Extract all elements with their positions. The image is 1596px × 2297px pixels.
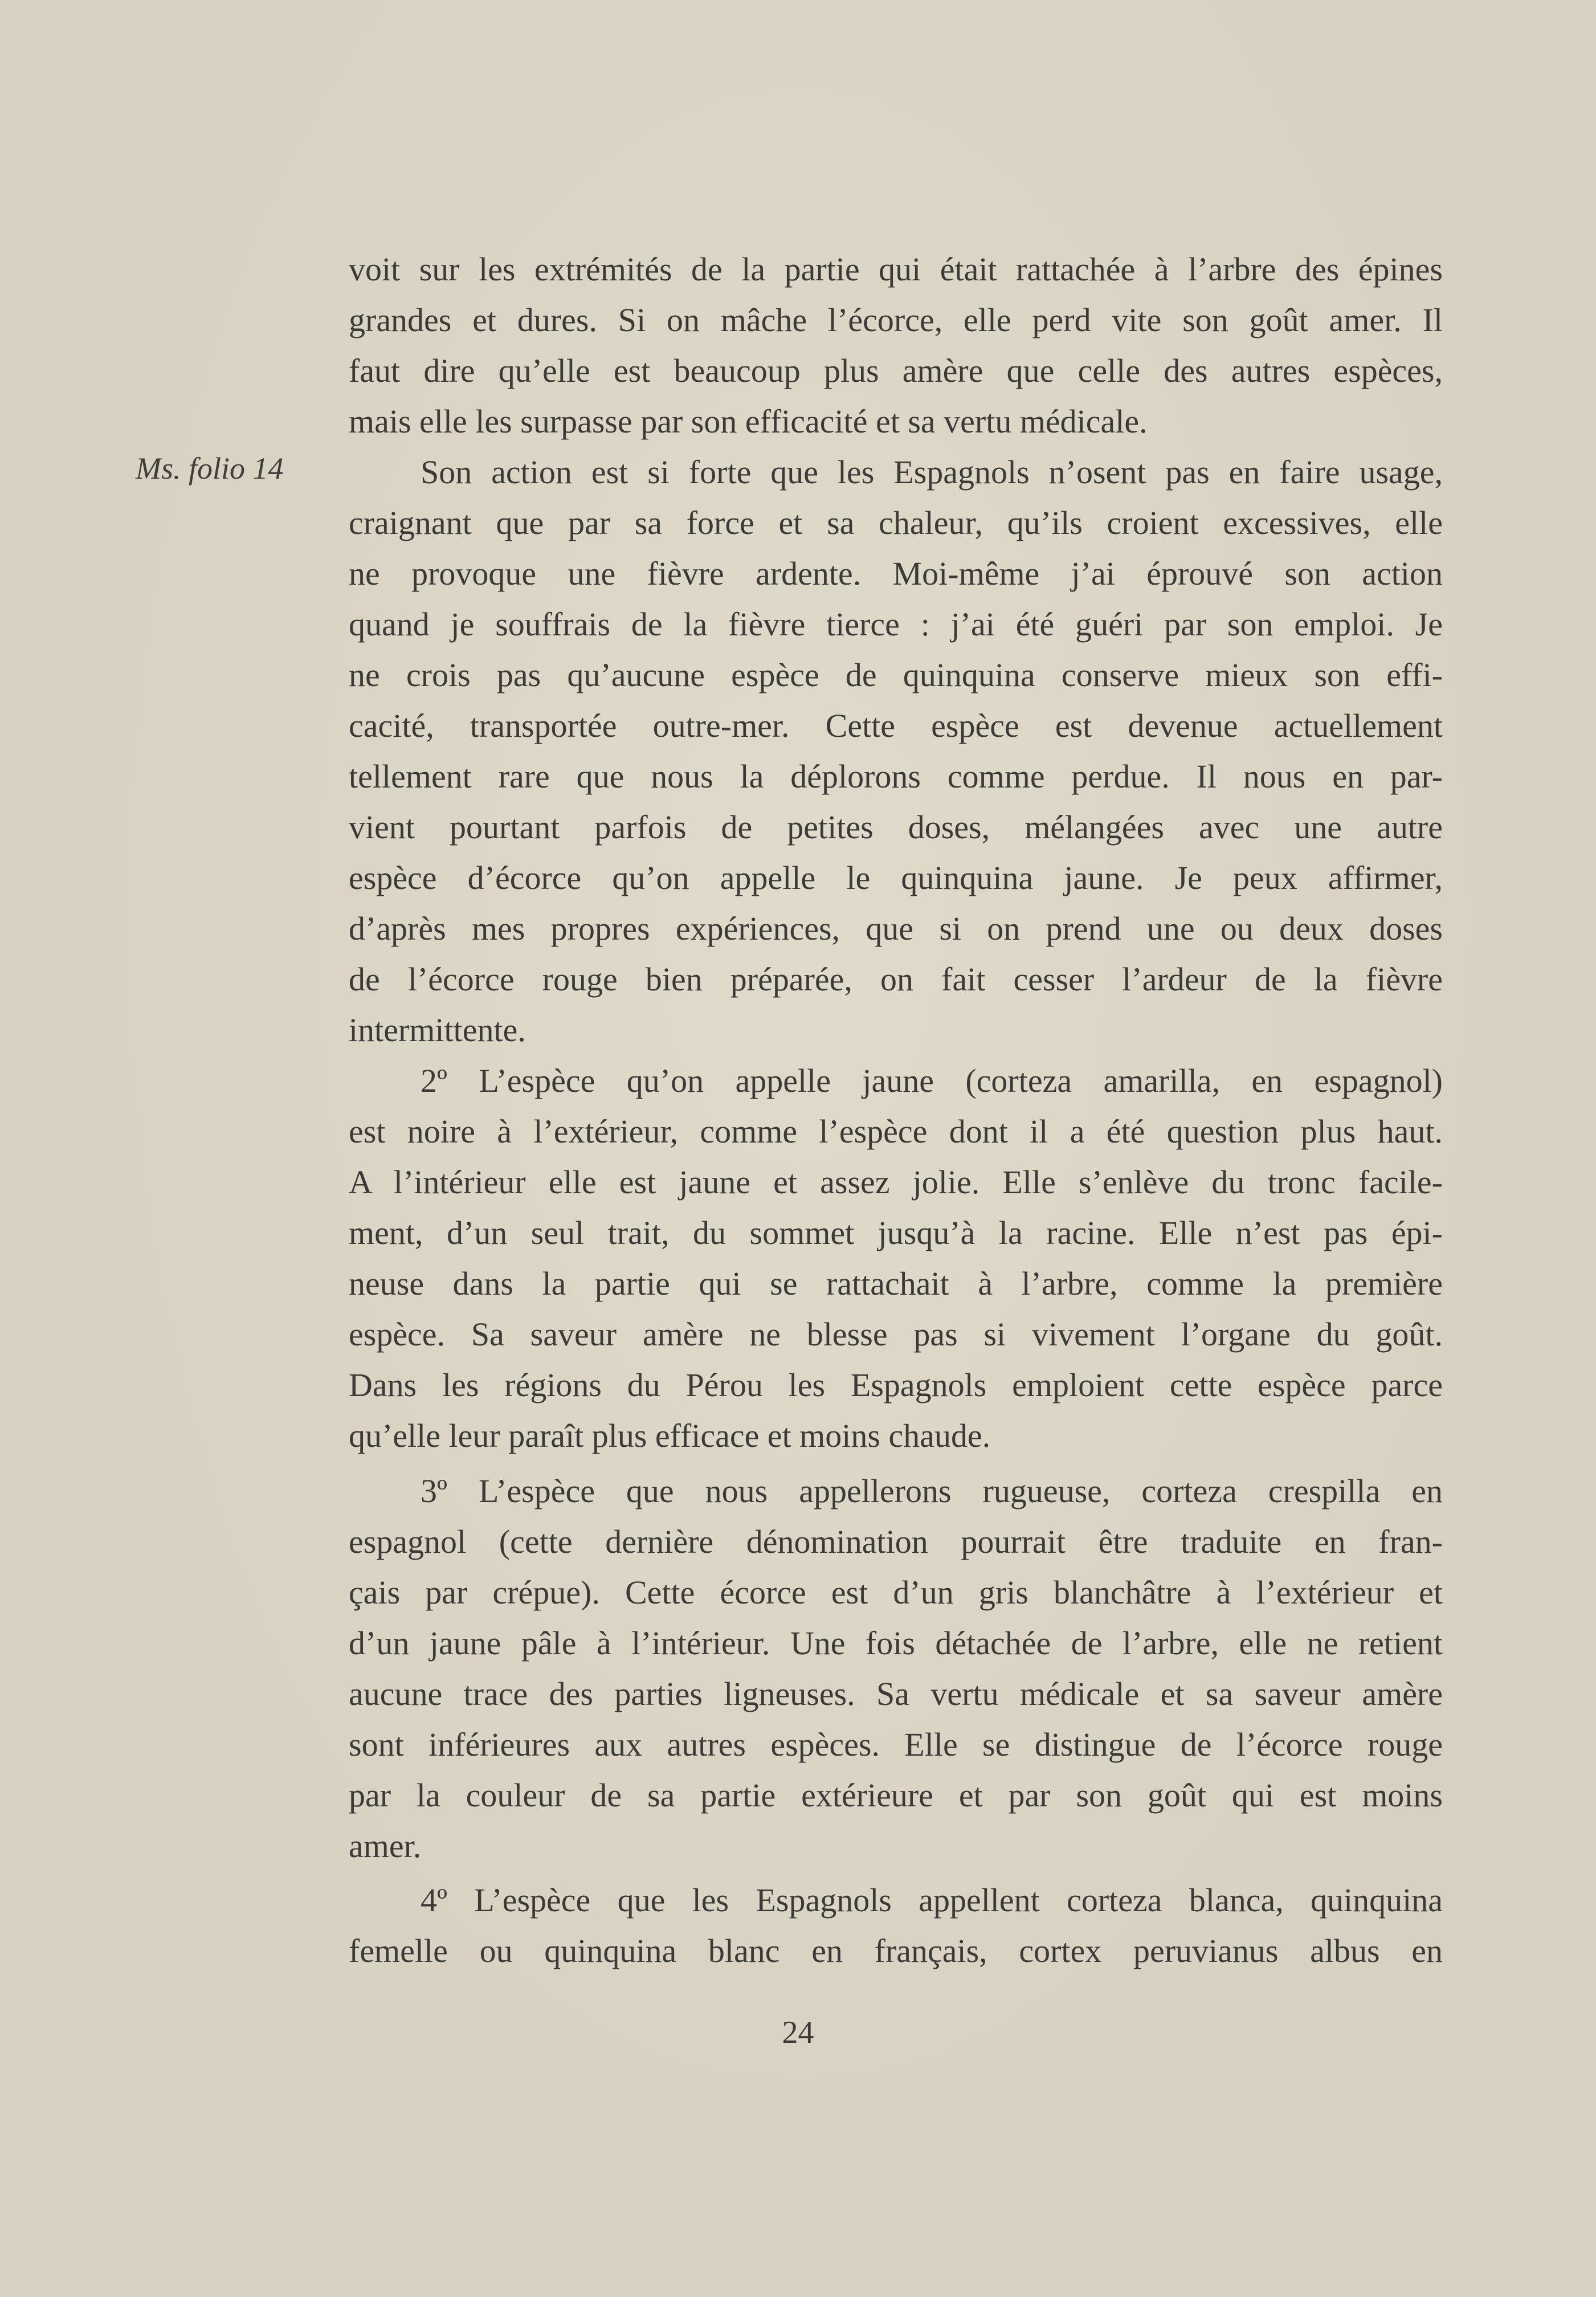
text-line: de l’écorce rouge bien préparée, on fait cesser l’ardeur de la fièvre <box>349 961 1443 998</box>
text-line: voit sur les extrémités de la partie qui était rattachée à l’arbre des épines <box>349 251 1443 288</box>
text-line: cacité, transportée outre-mer. Cette espèce est devenue actuellement <box>349 707 1443 744</box>
text-line: d’un jaune pâle à l’intérieur. Une fois détachée de l’arbre, elle ne retient <box>349 1625 1443 1662</box>
text-line: 4º L’espèce que les Espagnols appellent corteza blanca, quinquina <box>421 1882 1443 1919</box>
text-line: qu’elle leur paraît plus efficace et moins chaude. <box>349 1417 991 1454</box>
text-line: espagnol (cette dernière dénomination pourrait être traduite en fran- <box>349 1523 1443 1560</box>
text-line: ne provoque une fièvre ardente. Moi-même j’ai éprouvé son action <box>349 555 1443 592</box>
text-line: mais elle les surpasse par son efficacité et sa vertu médicale. <box>349 403 1148 440</box>
text-line: 3º L’espèce que nous appellerons rugueuse, corteza crespilla en <box>421 1472 1443 1509</box>
text-line: craignant que par sa force et sa chaleur, qu’ils croient excessives, elle <box>349 504 1443 541</box>
text-line: ne crois pas qu’aucune espèce de quinquina conserve mieux son effi- <box>349 656 1443 693</box>
text-line: quand je souffrais de la fièvre tierce : j’ai été guéri par son emploi. Je <box>349 606 1443 643</box>
text-line: grandes et dures. Si on mâche l’écorce, elle perd vite son goût amer. Il <box>349 301 1443 338</box>
text-line: aucune trace des parties ligneuses. Sa vertu médicale et sa saveur amère <box>349 1675 1443 1712</box>
text-line: vient pourtant parfois de petites doses, mélangées avec une autre <box>349 809 1443 846</box>
text-line: çais par crépue). Cette écorce est d’un gris blanchâtre à l’extérieur et <box>349 1574 1443 1611</box>
text-line: femelle ou quinquina blanc en français, cortex peruvianus albus en <box>349 1932 1443 1969</box>
text-line: est noire à l’extérieur, comme l’espèce dont il a été question plus haut. <box>349 1113 1443 1150</box>
text-line: A l’intérieur elle est jaune et assez jolie. Elle s’enlève du tronc facile- <box>349 1164 1443 1201</box>
text-line: neuse dans la partie qui se rattachait à l’arbre, comme la première <box>349 1265 1443 1302</box>
text-line: intermittente. <box>349 1011 526 1048</box>
text-line: Son action est si forte que les Espagnols n’osent pas en faire usage, <box>421 454 1443 491</box>
text-line: 2º L’espèce qu’on appelle jaune (corteza amarilla, en espagnol) <box>421 1062 1443 1099</box>
page-number: 24 <box>782 2015 814 2050</box>
text-line: d’après mes propres expériences, que si on prend une ou deux doses <box>349 910 1443 947</box>
text-line: par la couleur de sa partie extérieure et par son goût qui est moins <box>349 1777 1443 1814</box>
margin-note: Ms. folio 14 <box>136 451 284 485</box>
text-line: sont inférieures aux autres espèces. Elle se distingue de l’écorce rouge <box>349 1726 1443 1763</box>
text-line: ment, d’un seul trait, du sommet jusqu’à la racine. Elle n’est pas épi- <box>349 1214 1443 1251</box>
text-line: faut dire qu’elle est beaucoup plus amère que celle des autres espèces, <box>349 352 1443 389</box>
text-line: amer. <box>349 1827 422 1864</box>
text-line: tellement rare que nous la déplorons comme perdue. Il nous en par- <box>349 758 1443 795</box>
text-line: espèce. Sa saveur amère ne blesse pas si vivement l’organe du goût. <box>349 1316 1443 1353</box>
text-line: espèce d’écorce qu’on appelle le quinquina jaune. Je peux affirmer, <box>349 859 1443 896</box>
text-line: Dans les régions du Pérou les Espagnols emploient cette espèce parce <box>349 1366 1443 1404</box>
